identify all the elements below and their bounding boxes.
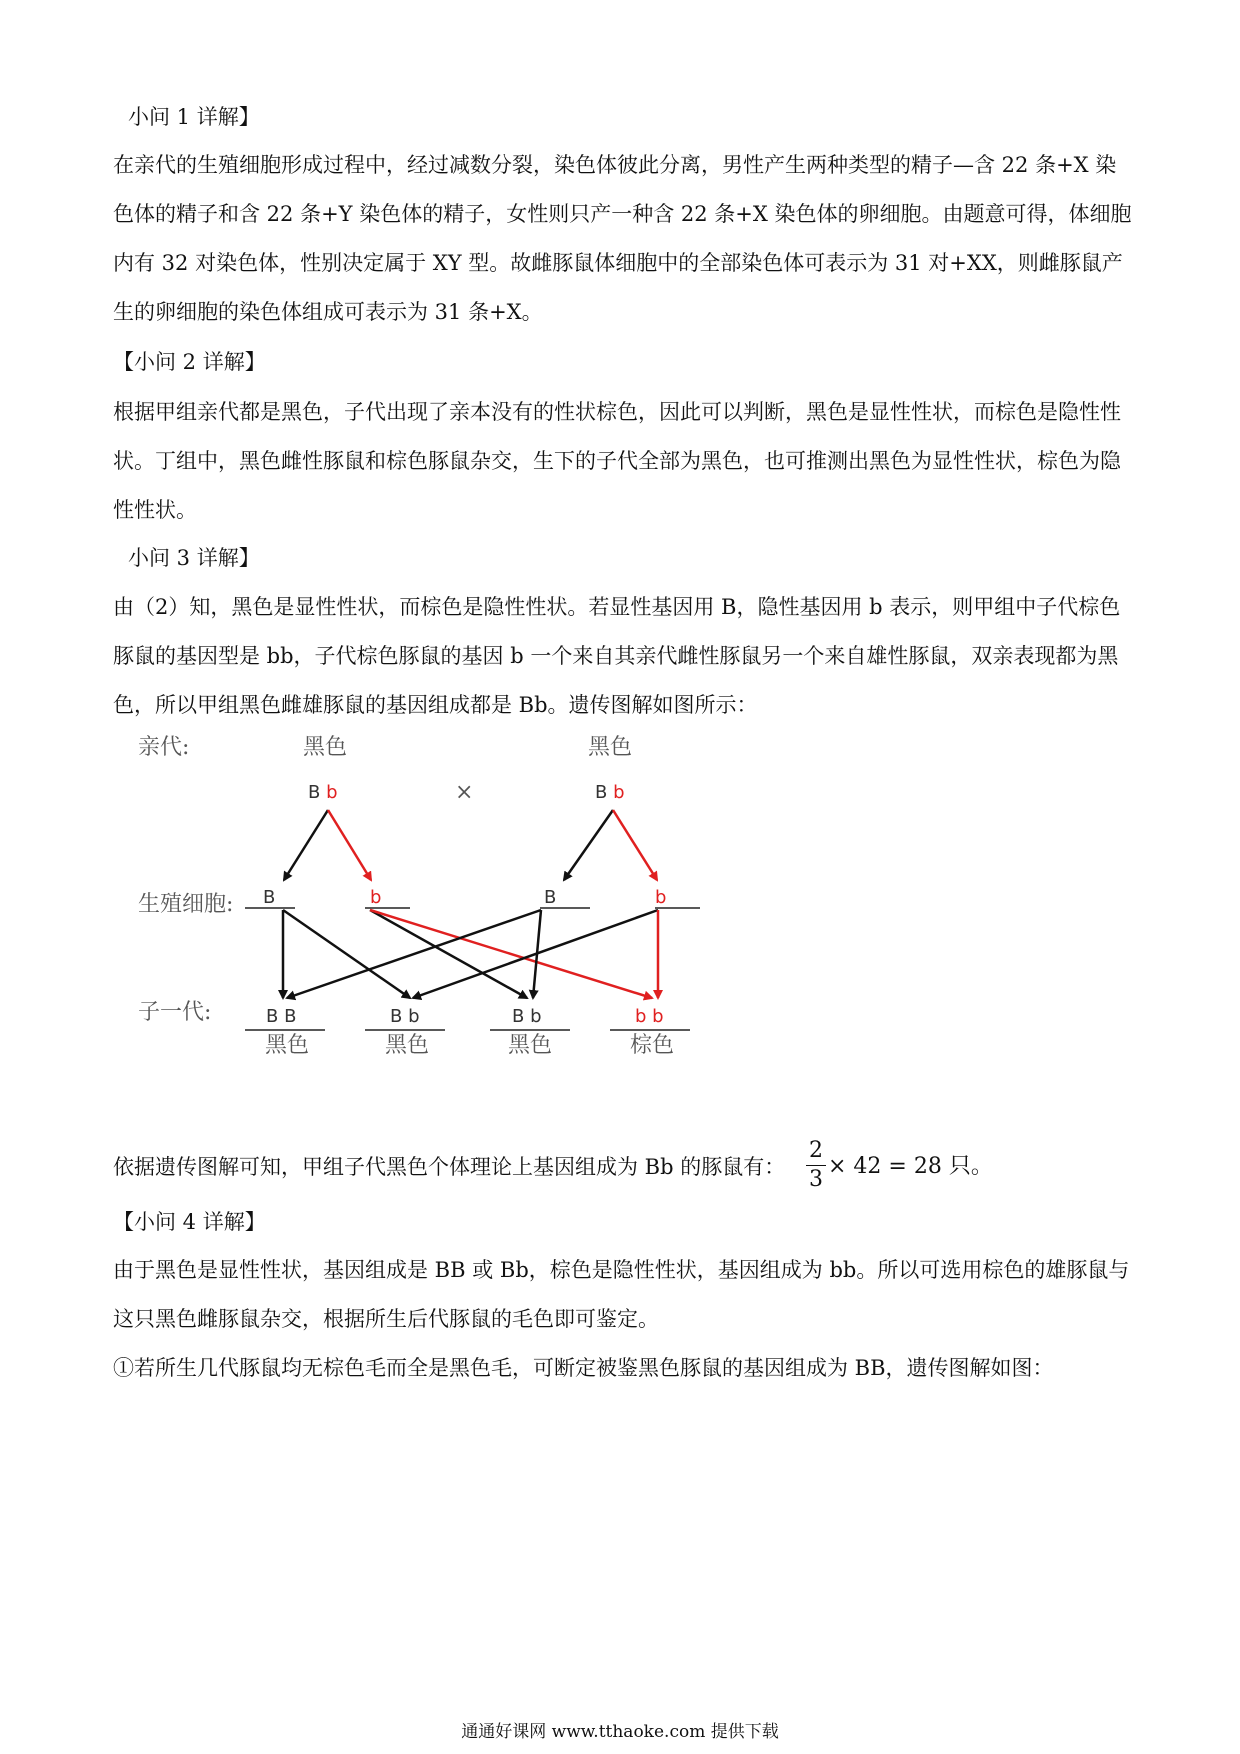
q1-heading: 小问 1 详解】 <box>128 105 260 129</box>
fraction-numerator: 2 <box>809 1138 823 1163</box>
arrow-parent2-B <box>564 810 613 880</box>
formula-rest: × 42 = 28 只。 <box>828 1154 993 1179</box>
q3-paragraph: 由（2）知，黑色是显性性状，而棕色是隐性性状。若显性基因用 B，隐性基因用 b 表示，则甲组中子代棕色豚鼠的基因型是 bb，子代棕色豚鼠的基因 b 一个来自其亲代雌性豚鼠另一个来自雄性豚鼠，双亲表现都为黑色，所以甲组黑色雌雄豚鼠的基因组成都是 Bb。遗传图解如图所示： <box>113 595 1121 717</box>
row-label-gamete: 生殖细胞: <box>138 892 234 917</box>
q4-heading: 【小问 4 详解】 <box>113 1210 266 1234</box>
offspring-2-genotype: B b <box>390 1006 420 1027</box>
genetic-cross-diagram <box>120 730 720 1070</box>
arrow-g1-o2 <box>283 910 410 998</box>
parent-left-genotype: B b <box>308 782 338 803</box>
gamete-1: B <box>263 887 276 908</box>
q2-heading: 【小问 2 详解】 <box>113 350 266 374</box>
offspring-2-phenotype: 黑色 <box>385 1033 430 1058</box>
q4-point1: ①若所生几代豚鼠均无棕色毛而全是黑色毛，可断定被鉴黑色豚鼠的基因组成为 BB，遗传图解如图： <box>113 1356 1054 1380</box>
row-label-parent: 亲代: <box>138 735 190 760</box>
cross-symbol: × <box>455 780 474 805</box>
q2-paragraph: 根据甲组亲代都是黑色，子代出现了亲本没有的性状棕色，因此可以判断，黑色是显性性状，而棕色是隐性性状。丁组中，黑色雌性豚鼠和棕色豚鼠杂交，生下的子代全部为黑色，也可推测出黑色为显性性状，棕色为隐性性状。 <box>113 400 1121 522</box>
fraction-denominator: 3 <box>809 1167 823 1192</box>
gamete-4: b <box>655 887 667 908</box>
row-label-offspring: 子一代: <box>138 1000 212 1025</box>
offspring-3-phenotype: 黑色 <box>508 1033 553 1058</box>
parent-right-phenotype: 黑色 <box>588 735 633 760</box>
q1-paragraph: 在亲代的生殖细胞形成过程中，经过减数分裂，染色体彼此分离，男性产生两种类型的精子—含 22 条+X 染色体的精子和含 22 条+Y 染色体的精子，女性则只产一种含 22 条+X 染色体的卵细胞。由题意可得，体细胞内有 32 对染色体，性别决定属于 XY 型。故雌豚鼠体细胞中的全部染色体可表示为 31 对+XX，则雌豚鼠产生的卵细胞的染色体组成可表示为 31 条+X。 <box>113 153 1132 324</box>
arrow-parent2-b <box>613 810 657 880</box>
parent-right-genotype: B b <box>595 782 625 803</box>
offspring-1-phenotype: 黑色 <box>265 1033 310 1058</box>
q3-heading: 小问 3 详解】 <box>128 546 260 570</box>
parent-left-phenotype: 黑色 <box>303 735 348 760</box>
arrow-parent1-B <box>284 810 328 880</box>
fraction-two-thirds <box>806 1138 826 1193</box>
gamete-3: B <box>544 887 557 908</box>
offspring-3-genotype: B b <box>512 1006 542 1027</box>
arrow-parent1-b <box>328 810 371 880</box>
gamete-2: b <box>370 887 382 908</box>
offspring-4-phenotype: 棕色 <box>630 1033 675 1058</box>
q4-paragraph: 由于黑色是显性性状，基因组成是 BB 或 Bb，棕色是隐性性状，基因组成为 bb。所以可选用棕色的雄豚鼠与这只黑色雌豚鼠杂交，根据所生后代豚鼠的毛色即可鉴定。 <box>113 1258 1130 1331</box>
q3-conclusion: 依据遗传图解可知，甲组子代黑色个体理论上基因组成为 Bb 的豚鼠有： <box>113 1155 786 1179</box>
offspring-4-genotype: b b <box>635 1006 664 1027</box>
offspring-1-genotype: B B <box>266 1006 297 1027</box>
footer-watermark: 通通好课网 www.tthaoke.com 提供下载 <box>461 1722 779 1742</box>
